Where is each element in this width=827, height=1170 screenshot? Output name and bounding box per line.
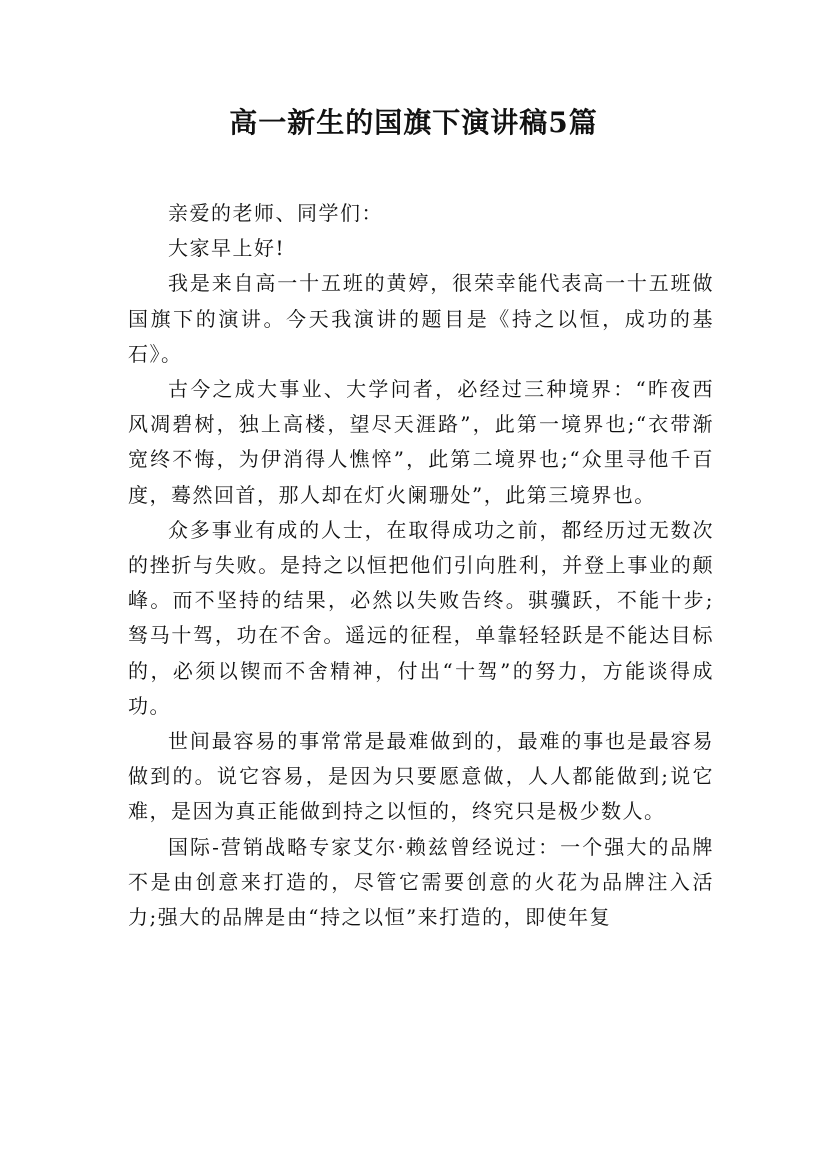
paragraph-good-morning: 大家早上好! <box>168 236 286 261</box>
paragraph-introduction: 我是来自高一十五班的黄婷，很荣幸能代表高一十五班做国旗下的演讲。今天我演讲的题目是《持之以恒，成功的基石》。 <box>128 271 714 366</box>
paragraph-three-realms: 古今之成大事业、大学问者，必经过三种境界：“昨夜西风凋碧树，独上高楼，望尽天涯路”，此第一境界也;“衣带渐宽终不悔，为伊消得人憔悴”，此第二境界也;“众里寻他千百度，蓦然回首，那人却在灯火阑珊处”，此第三境界也。 <box>128 377 714 507</box>
paragraph-brand-quote: 国际-营销战略专家艾尔·赖兹曾经说过：一个强大的品牌不是由创意来打造的，尽管它需要创意的火花为品牌注入活力;强大的品牌是由“持之以恒”来打造的，即使年复 <box>128 834 714 930</box>
paragraph-greeting: 亲爱的老师、同学们： <box>168 201 383 225</box>
document-title: 高一新生的国旗下演讲稿5篇 <box>229 106 598 139</box>
paragraph-easy-and-hard: 世间最容易的事常常是最难做到的，最难的事也是最容易做到的。说它容易，是因为只要愿意做，人人都能做到;说它难，是因为真正能做到持之以恒的，终究只是极少数人。 <box>128 729 714 824</box>
document-body <box>128 196 714 935</box>
paragraph-setbacks: 众多事业有成的人士，在取得成功之前，都经历过无数次的挫折与失败。是持之以恒把他们引向胜利，并登上事业的颠峰。而不坚持的结果，必然以失败告终。骐骥跃，不能十步;驽马十驾，功在不舍。遥远的征程，单靠轻轻跃是不能达目标的，必须以锲而不舍精神，付出“十驾”的努力，方能谈得成功。 <box>128 517 714 718</box>
